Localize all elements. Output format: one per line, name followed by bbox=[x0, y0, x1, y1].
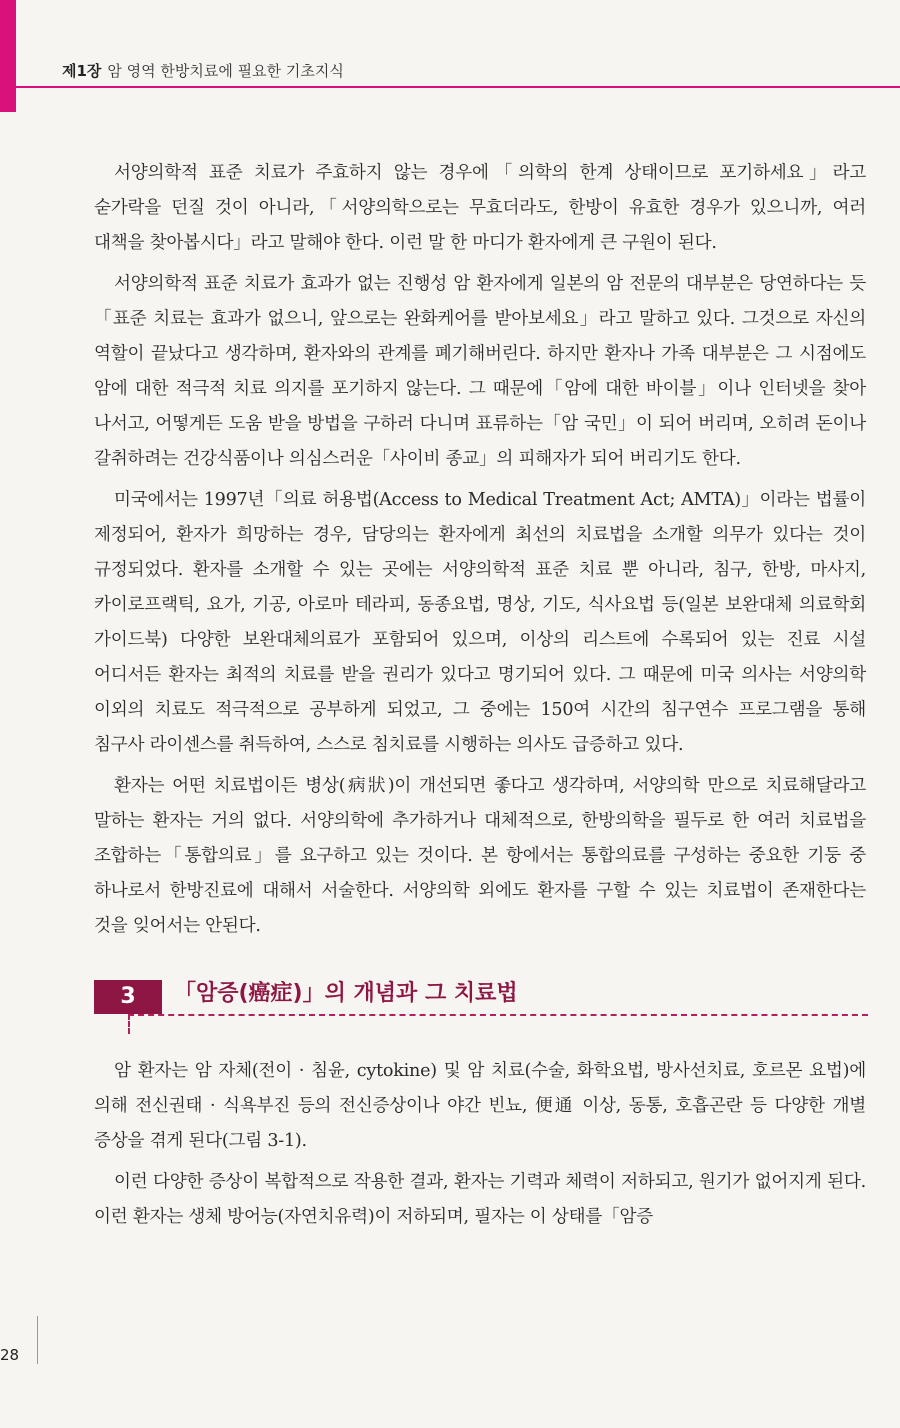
body-paragraph: 서양의학적 표준 치료가 효과가 없는 진행성 암 환자에게 일본의 암 전문의 대부분은 당연하다는 듯「표준 치료는 효과가 없으니, 앞으로는 완화케어를 받아보세요」라고 말하고 있다. 그것으로 자신의 역할이 끝났다고 생각하며, 환자와의 관계를 폐기해버린다. 하지만 환자나 가족 대부분은 그 시점에도 암에 대한 적극적 치료 의지를 포기하지 않는다. 그 때문에「암에 대한 바이블」이나 인터넷을 찾아 나서고, 어떻게든 도움 받을 방법을 구하러 다니며 표류하는「암 국민」이 되어 버리며, 오히려 돈이나 갈취하려는 건강식품이나 의심스러운「사이비 종교」의 피해자가 되어 버리기도 한다. bbox=[94, 274, 866, 469]
header-rule bbox=[16, 86, 900, 88]
margin-rule bbox=[37, 1316, 38, 1364]
section-dashed-stub bbox=[128, 1014, 130, 1034]
body-paragraph: 서양의학적 표준 치료가 주효하지 않는 경우에「의학의 한계 상태이므로 포기하세요」라고 숟가락을 던질 것이 아니라,「서양의학으로는 무효더라도, 한방이 유효한 경우가 있으니까, 여러 대책을 찾아봅시다」라고 말해야 한다. 이런 말 한 마디가 환자에게 큰 구원이 된다. bbox=[94, 163, 866, 253]
section-dashed-rule bbox=[128, 1014, 868, 1016]
body-paragraph: 암 환자는 암 자체(전이 · 침윤, cytokine) 및 암 치료(수술, 화학요법, 방사선치료, 호르몬 요법)에 의해 전신권태 · 식욕부진 등의 전신증상이나 야간 빈뇨, 便通 이상, 동통, 호흡곤란 등 다양한 개별 증상을 겪게 된다(그림 3-1). bbox=[94, 1061, 866, 1151]
section-number-badge: 3 bbox=[94, 980, 162, 1014]
body-paragraph: 미국에서는 1997년「의료 허용법(Access to Medical Treatment Act; AMTA)」이라는 법률이 제정되어, 환자가 희망하는 경우, 담당의는 환자에게 최선의 치료법을 소개할 의무가 있다는 것이 규정되었다. 환자를 소개할 수 있는 곳에는 서양의학적 표준 치료 뿐 아니라, 침구, 한방, 마사지, 카이로프랙틱, 요가, 기공, 아로마 테라피, 동종요법, 명상, 기도, 식사요법 등(일본 보완대체 의료학회 가이드북) 다양한 보완대체의료가 포함되어 있으며, 이상의 리스트에 수록되어 있는 진료 시설 어디서든 환자는 최적의 치료를 받을 권리가 있다고 명기되어 있다. 그 때문에 미국 의사는 서양의학 이외의 치료도 적극적으로 공부하게 되었고, 그 중에는 150여 시간의 침구연수 프로그램을 통해 침구사 라이센스를 취득하여, 스스로 침치료를 시행하는 의사도 급증하고 있다. bbox=[94, 490, 866, 755]
page-number: 28 bbox=[0, 1346, 20, 1364]
chapter-title: 암 영역 한방치료에 필요한 기초지식 bbox=[107, 62, 344, 80]
running-header bbox=[62, 60, 344, 81]
page-body bbox=[94, 156, 866, 1241]
section-title: 「암증(癌症)」의 개념과 그 치료법 bbox=[174, 981, 518, 1006]
chapter-label: 제1장 bbox=[62, 62, 102, 80]
chapter-color-tab bbox=[0, 0, 16, 112]
body-paragraph: 이런 다양한 증상이 복합적으로 작용한 결과, 환자는 기력과 체력이 저하되고, 원기가 없어지게 된다. 이런 환자는 생체 방어능(자연치유력)이 저하되며, 필자는 이 상태를「암증 bbox=[94, 1172, 866, 1227]
section-heading bbox=[94, 972, 866, 1036]
body-paragraph: 환자는 어떤 치료법이든 병상(病狀)이 개선되면 좋다고 생각하며, 서양의학 만으로 치료해달라고 말하는 환자는 거의 없다. 서양의학에 추가하거나 대체적으로, 한방의학을 필두로 한 여러 치료법을 조합하는「통합의료」를 요구하고 있는 것이다. 본 항에서는 통합의료를 구성하는 중요한 기둥 중 하나로서 한방진료에 대해서 서술한다. 서양의학 외에도 환자를 구할 수 있는 치료법이 존재한다는 것을 잊어서는 안된다. bbox=[94, 776, 866, 936]
